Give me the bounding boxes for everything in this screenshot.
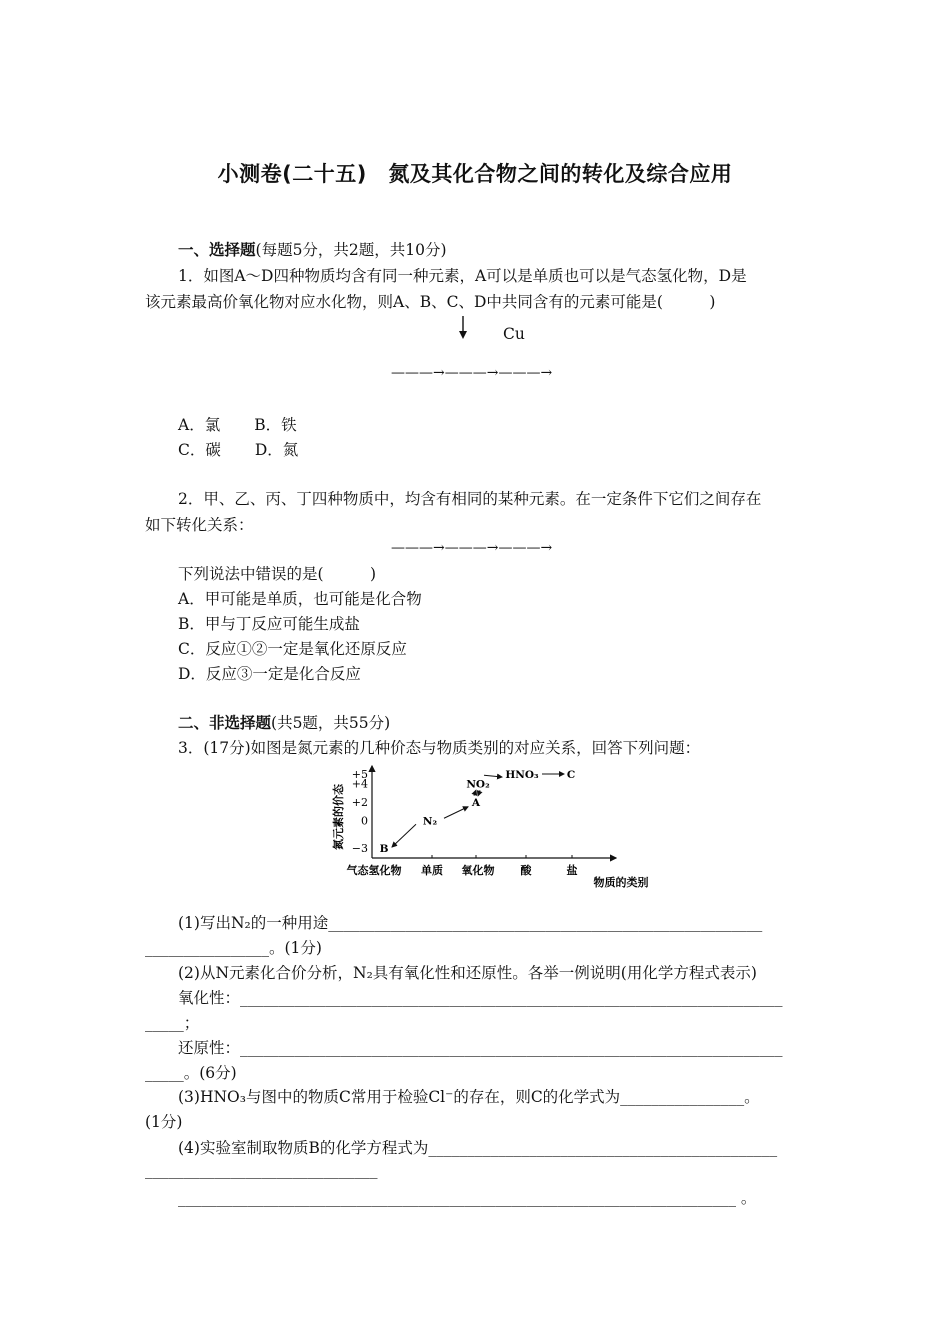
q3-part4-line2: ______________________________ [145, 1161, 378, 1179]
x-category-label: 盐 [566, 864, 578, 877]
section1-note: (每题5分，共2题，共10分) [255, 241, 447, 259]
q3-oxidizing-answer-line1: 氧化性：______________________________________________________________________ [178, 989, 783, 1007]
q3-stem: 3．(17分)如图是氮元素的几种价态与物质类别的对应关系，回答下列问题： [178, 739, 701, 757]
section2-header [178, 711, 390, 733]
x-axis-label: 物质的类别 [593, 876, 649, 889]
q1-line2: 该元素最高价氧化物对应水化物，则A、B、C、D中共同含有的元素可能是( ) [145, 293, 716, 311]
x-category-label: 氧化物 [461, 864, 495, 877]
q3-part1-line1: (1)写出N₂的一种用途________________________________________________________ [178, 914, 763, 932]
page-title: 小测卷(二十五) 氮及其化合物之间的转化及综合应用 [217, 162, 733, 186]
nitrogen-valence-chart [326, 762, 666, 892]
x-category-label: 酸 [520, 864, 532, 877]
arrow-no2-to-hno3 [484, 775, 502, 777]
q1-option-a: A．氯 [178, 416, 221, 434]
section2-heading: 二、非选择题 [178, 714, 272, 732]
q1-options-row2 [178, 438, 298, 460]
q1-cu-label: Cu [503, 325, 525, 343]
arrow-n2-to-a [444, 807, 468, 819]
data-point-label: B [379, 843, 389, 855]
arrow-a-to-no2 [474, 790, 476, 796]
q2-line2: 如下转化关系： [145, 516, 254, 534]
q2-line1: 2．甲、乙、丙、丁四种物质中，均含有相同的某种元素。在一定条件下它们之间存在 [178, 490, 762, 508]
q3-part3-line2: (1分) [145, 1113, 183, 1131]
y-axis-label: 氮元素的价态 [332, 784, 345, 850]
y-tick-label: +2 [351, 795, 368, 809]
q2-option-c: C．反应①②一定是氧化还原反应 [178, 640, 407, 658]
section1-heading: 一、选择题 [178, 241, 256, 259]
arrow-no2-to-a [478, 790, 480, 796]
q1-line1: 1．如图A～D四种物质均含有同一种元素，A可以是单质也可以是气态氢化物，D是 [178, 267, 747, 285]
q3-reducing-answer-line1: 还原性：______________________________________________________________________ [178, 1039, 783, 1057]
q3-part2-stem: (2)从N元素化合价分析，N₂具有氧化性和还原性。各举一例说明(用化学方程式表示) [178, 964, 757, 982]
section1-header [178, 238, 447, 260]
down-arrow-icon [456, 316, 470, 342]
x-category-label: 单质 [421, 864, 443, 877]
y-tick-label: +5 [351, 768, 368, 781]
y-tick-label: 0 [361, 814, 368, 828]
q1-option-d: D．氮 [254, 441, 299, 459]
data-point-label: A [471, 796, 481, 809]
data-point-label: C [566, 769, 576, 781]
data-point-label: N₂ [422, 815, 438, 828]
q3-part4-line1: (4)实验室制取物质B的化学方程式为_____________________________________________ [178, 1139, 778, 1157]
q2-option-b: B．甲与丁反应可能生成盐 [178, 615, 360, 633]
q3-part4-line3: ________________________________________________________________________ 。 [178, 1189, 757, 1207]
q2-option-d: D．反应③一定是化合反应 [178, 665, 361, 683]
q3-part3-line1: (3)HNO₃与图中的物质C常用于检验Cl⁻的存在，则C的化学式为________________。 [178, 1088, 760, 1106]
q1-reaction-chain: ———→———→———→ [391, 365, 553, 381]
q3-oxidizing-answer-line2: _____； [145, 1014, 200, 1032]
q1-option-b: B．铁 [254, 416, 297, 434]
y-tick-label: −3 [351, 842, 368, 855]
arrow-n2-to-b [392, 824, 416, 847]
y-tick-label: +4 [351, 777, 368, 791]
x-category-label: 气态氢化物 [346, 864, 402, 877]
section2-note: (共5题，共55分) [271, 714, 391, 732]
data-point-label: HNO₃ [505, 769, 539, 781]
q1-option-c: C．碳 [178, 441, 221, 459]
q3-reducing-answer-line2: _____。(6分) [145, 1064, 237, 1082]
q2-stem: 下列说法中错误的是( ) [178, 565, 377, 583]
q2-reaction-chain: ———→———→———→ [391, 540, 553, 556]
q2-option-a: A．甲可能是单质，也可能是化合物 [178, 590, 422, 608]
data-point-label: NO₂ [466, 778, 490, 791]
q3-part1-line2: ________________。(1分) [145, 939, 322, 957]
q1-options-row1 [178, 413, 297, 435]
